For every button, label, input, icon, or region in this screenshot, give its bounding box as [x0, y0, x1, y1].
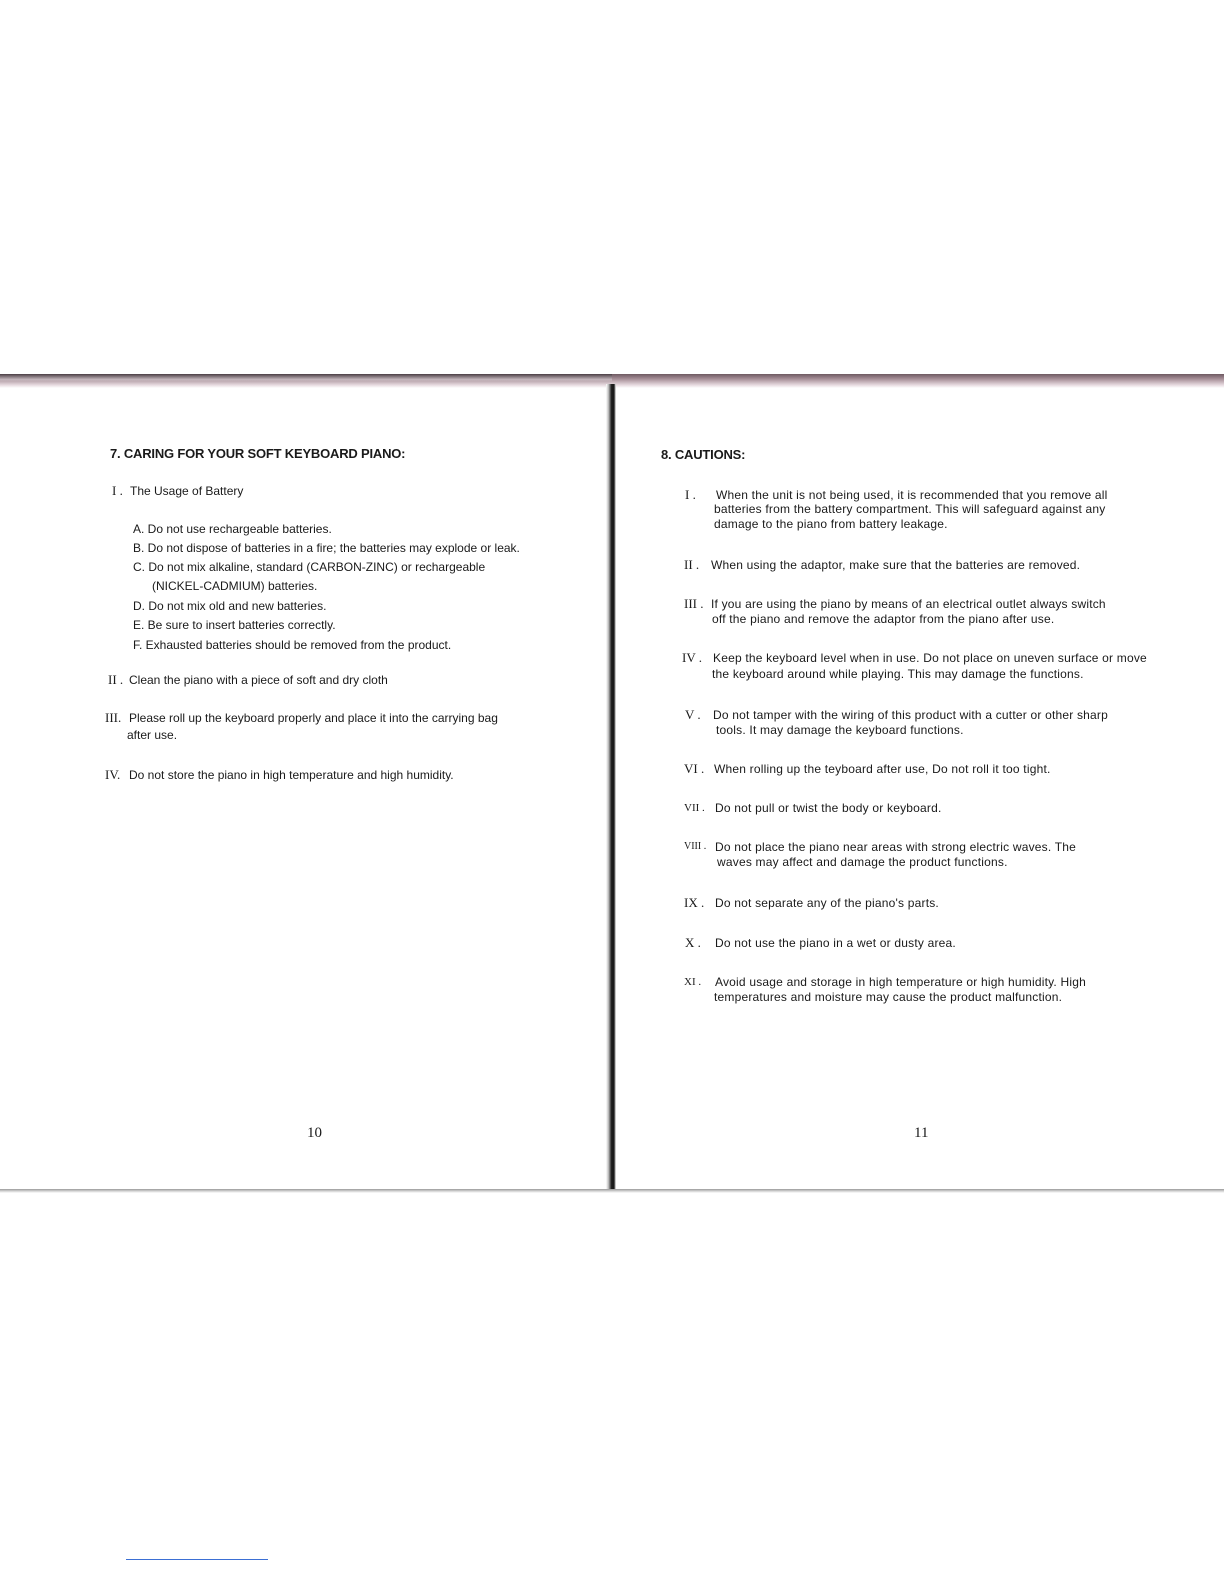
section-8-heading: 8. CAUTIONS: [661, 447, 746, 462]
right-page [616, 388, 1224, 1188]
caution-item-1-line-2: batteries from the battery compartment. This will safeguard against any [714, 502, 1106, 516]
care-item-3-line-2: after use. [127, 728, 178, 742]
care-item-2-text: Clean the piano with a piece of soft and dry cloth [129, 673, 388, 687]
caution-item-4 [682, 650, 1202, 682]
care-item-1-number: I . [112, 483, 123, 498]
caution-item-11-line-1: Avoid usage and storage in high temperature or high humidity. High [715, 975, 1086, 989]
caution-item-11 [684, 974, 1184, 1006]
battery-rule-f: F. Exhausted batteries should be removed from the product. [133, 638, 452, 652]
caution-item-1-line-3: damage to the piano from battery leakage. [714, 517, 948, 531]
caution-item-2-line-1: When using the adaptor, make sure that the batteries are removed. [711, 558, 1081, 572]
care-item-3-line-1: Please roll up the keyboard properly and place it into the carrying bag [129, 711, 498, 725]
caution-item-3 [684, 596, 1184, 628]
caution-item-4-number: IV . [682, 650, 702, 665]
caution-item-9-number: IX . [684, 895, 705, 910]
caution-item-3-line-1: If you are using the piano by means of an electrical outlet always switch [711, 597, 1106, 611]
caution-item-11-number: XI . [684, 976, 702, 988]
caution-item-8-line-2: waves may affect and damage the product functions. [717, 855, 1008, 869]
care-item-2-number: II . [108, 672, 124, 687]
battery-rule-d: D. Do not mix old and new batteries. [133, 599, 327, 613]
bottom-underline-artifact [126, 1559, 268, 1560]
battery-rule-a: A. Do not use rechargeable batteries. [133, 522, 332, 536]
caution-item-4-line-2: the keyboard around while playing. This may damage the functions. [712, 667, 1084, 681]
caution-item-5-number: V . [685, 707, 701, 722]
caution-item-4-line-1: Keep the keyboard level when in use. Do not place on uneven surface or move [713, 651, 1147, 665]
caution-item-7-line-1: Do not pull or twist the body or keyboard. [715, 801, 942, 815]
care-item-1-text: The Usage of Battery [130, 484, 244, 498]
caution-item-9-line-1: Do not separate any of the piano's parts. [715, 896, 939, 910]
caution-item-5-line-2: tools. It may damage the keyboard functions. [716, 723, 964, 737]
caution-item-10-number: X . [685, 935, 701, 950]
left-page [0, 388, 606, 1188]
caution-item-1 [685, 487, 1185, 537]
care-item-3 [105, 710, 545, 744]
caution-item-1-number: I . [685, 487, 696, 502]
caution-item-8-line-1: Do not place the piano near areas with strong electric waves. The [715, 840, 1076, 854]
caution-item-3-line-2: off the piano and remove the adaptor from the piano after use. [712, 612, 1055, 626]
battery-rule-b: B. Do not dispose of batteries in a fire; the batteries may explode or leak. [133, 541, 520, 555]
caution-item-8 [684, 839, 1184, 871]
caution-item-1-line-1: When the unit is not being used, it is recommended that you remove all [716, 488, 1108, 502]
battery-rule-c: C. Do not mix alkaline, standard (CARBON-ZINC) or rechargeable [133, 560, 486, 574]
caution-item-5 [685, 707, 1185, 739]
caution-item-3-number: III . [684, 596, 704, 611]
caution-item-8-number: VIII . [684, 841, 707, 852]
caution-item-7-number: VII . [684, 802, 705, 814]
care-item-3-number: III. [105, 710, 122, 725]
caution-item-6-line-1: When rolling up the teyboard after use, Do not roll it too tight. [714, 762, 1051, 776]
book-spine [606, 384, 616, 1192]
caution-item-11-line-2: temperatures and moisture may cause the product malfunction. [714, 990, 1063, 1004]
caution-item-10-line-1: Do not use the piano in a wet or dusty area. [715, 936, 956, 950]
section-7-heading: 7. CARING FOR YOUR SOFT KEYBOARD PIANO: [110, 446, 406, 461]
spread-bottom-edge [0, 1189, 1224, 1193]
care-item-4-number: IV. [105, 767, 121, 782]
battery-rule-c-continued: (NICKEL-CADMIUM) batteries. [152, 579, 318, 593]
caution-item-5-line-1: Do not tamper with the wiring of this product with a cutter or other sharp [713, 708, 1108, 722]
care-item-4-text: Do not store the piano in high temperature and high humidity. [129, 768, 454, 782]
caution-item-6-number: VI . [684, 761, 705, 776]
right-page-number: 11 [914, 1125, 929, 1141]
left-page-top-shadow [0, 374, 612, 382]
caution-item-2-number: II . [684, 557, 700, 572]
left-page-number: 10 [307, 1125, 322, 1141]
battery-rule-e: E. Be sure to insert batteries correctly. [133, 618, 336, 632]
